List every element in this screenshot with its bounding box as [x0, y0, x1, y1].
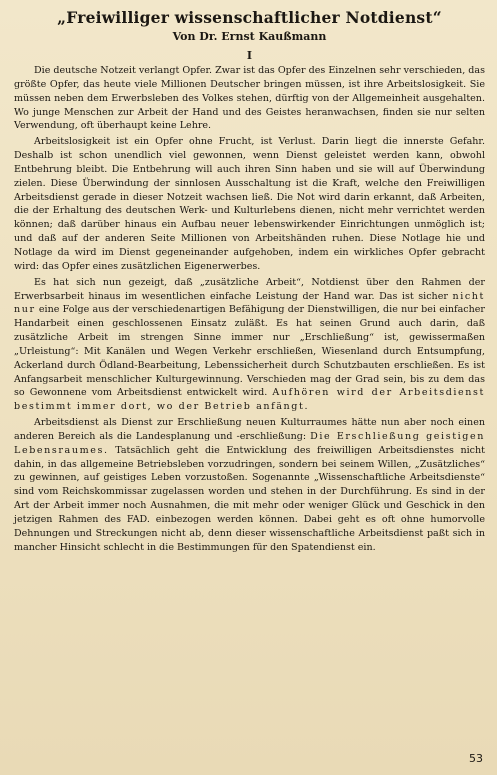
body-paragraph [14, 135, 485, 273]
body-paragraph [14, 416, 485, 554]
article-author: Von Dr. Ernst Kaußmann [172, 30, 327, 43]
text-run: Es hat sich nun gezeigt, daß „zusätzliche Arbeit“, Notdienst über den Rahmen der Erwerbsarbeit hinaus im wesentlichen einfache Leistung der Hand war. Das ist sicher [14, 276, 485, 302]
article-body [14, 64, 485, 555]
body-paragraph [14, 276, 485, 414]
spaced-emphasis: Die Erschließung geistigen Lebensraumes. [14, 430, 485, 456]
text-run: eine Folge aus der verschiedenartigen Befähigung der Dienstwilligen, die nur bei einfacher Handarbeit einen geschlossenen Einsatz zuläßt. Es hat seinen Grund auch darin, daß zusätzliche Arbeit im strengen Sinne immer nur „Erschließung“ ist, gewissermaßen „Urleistung“: Mit Kanälen und Wegen Verkehr erschließen, Wiesenland durch Entsumpfung, Ackerland durch Ödland-Bearbeitung, Lebenssicherheit durch Schutzbauten erschließen. Es ist Anfangsarbeit menschlicher Kulturgewinnung. Verschieden mag der Grad sein, bis zu dem das so Gewonnene vom Arbeitsdienst entwickelt wird. [14, 304, 485, 399]
page-number: 53 [469, 752, 483, 765]
text-run: Die deutsche Notzeit verlangt Opfer. Zwar ist das Opfer des Einzelnen sehr verschieden, das größte Opfer, das heute viele Millionen Deutscher bringen müssen, ist ihre Arbeitslosigkeit. Sie müssen neben dem Erwerbsleben des Volkes stehen, dürftig von der Allgemeinheit ausgehalten. Wo junge Menschen zur Arbeit der Hand und des Geistes heranwachsen, finden sie nur selten Verwendung, oft überhaupt keine Lehre. [14, 65, 485, 132]
article-title: „Freiwilliger wissenschaftlicher Notdienst“ [57, 8, 442, 27]
text-run: Arbeitsdienst als Dienst zur Erschließung neuen Kulturraumes hätte nun aber noch einen anderen Bereich als die Landesplanung und -erschließung: [14, 417, 485, 442]
text-run: Tatsächlich geht die Entwicklung des freiwilligen Arbeitsdienstes nicht dahin, in das allgemeine Betriebsleben vorzudringen, sondern bei seinem Willen, „Zusätzliches“ zu gewinnen, auf geistiges Leben vorzustoßen. Sogenannte „Wissenschaftliche Arbeitsdienste“ sind vom Reichskommissar zugelassen worden und stehen in der Durchführung. Es sind in der Art der Arbeit immer noch Ausnahmen, die mit mehr oder weniger Glück und Geschick in den jetzigen Rahmen des FAD. einbezogen werden können. Dabei geht es oft ohne humorvolle Dehnungen und Streckungen nicht ab, denn dieser wissenschaftliche Arbeitsdienst paßt sich in mancher Hinsicht schlecht in die Bestimmungen für den Spatendienst ein. [14, 444, 485, 553]
spaced-emphasis: Aufhören wird der Arbeitsdienst bestimmt immer dort, wo der Betrieb anfängt. [14, 387, 485, 413]
text-run: Arbeitslosigkeit ist ein Opfer ohne Frucht, ist Verlust. Darin liegt die innerste Gefahr. Deshalb ist schon unendlich viel gewonnen, wenn Dienst geleistet werden kann, obwohl Entbehrung bleibt. Die Entbehrung will auch ihren Sinn haben und sie will auf Überwindung zielen. Diese Überwindung der sinnlosen Ausschaltung ist die Kraft, welche den Freiwilligen Arbeitsdienst gerade in dieser Notzeit wachsen ließ. Die Not wird darin erkannt, daß Arbeiten, die der Erhaltung des deutschen Werk- und Kulturlebens dienen, nicht mehr verrichtet werden können; daß darüber hinaus ein Aufbau neuer lebenswirkender Einrichtungen unmöglich ist; und daß auf der anderen Seite Millionen von Arbeitshänden ruhen. Diese Notlage hie und Notlage da wird im Dienst gegeneinander aufgehoben, indem ein wirkliches Opfer gebracht wird: das Opfer eines zusätzlichen Eigenerwerbes. [14, 136, 485, 272]
body-paragraph [14, 64, 485, 133]
spaced-emphasis: nicht nur [14, 290, 485, 316]
section-numeral: I [246, 49, 253, 62]
